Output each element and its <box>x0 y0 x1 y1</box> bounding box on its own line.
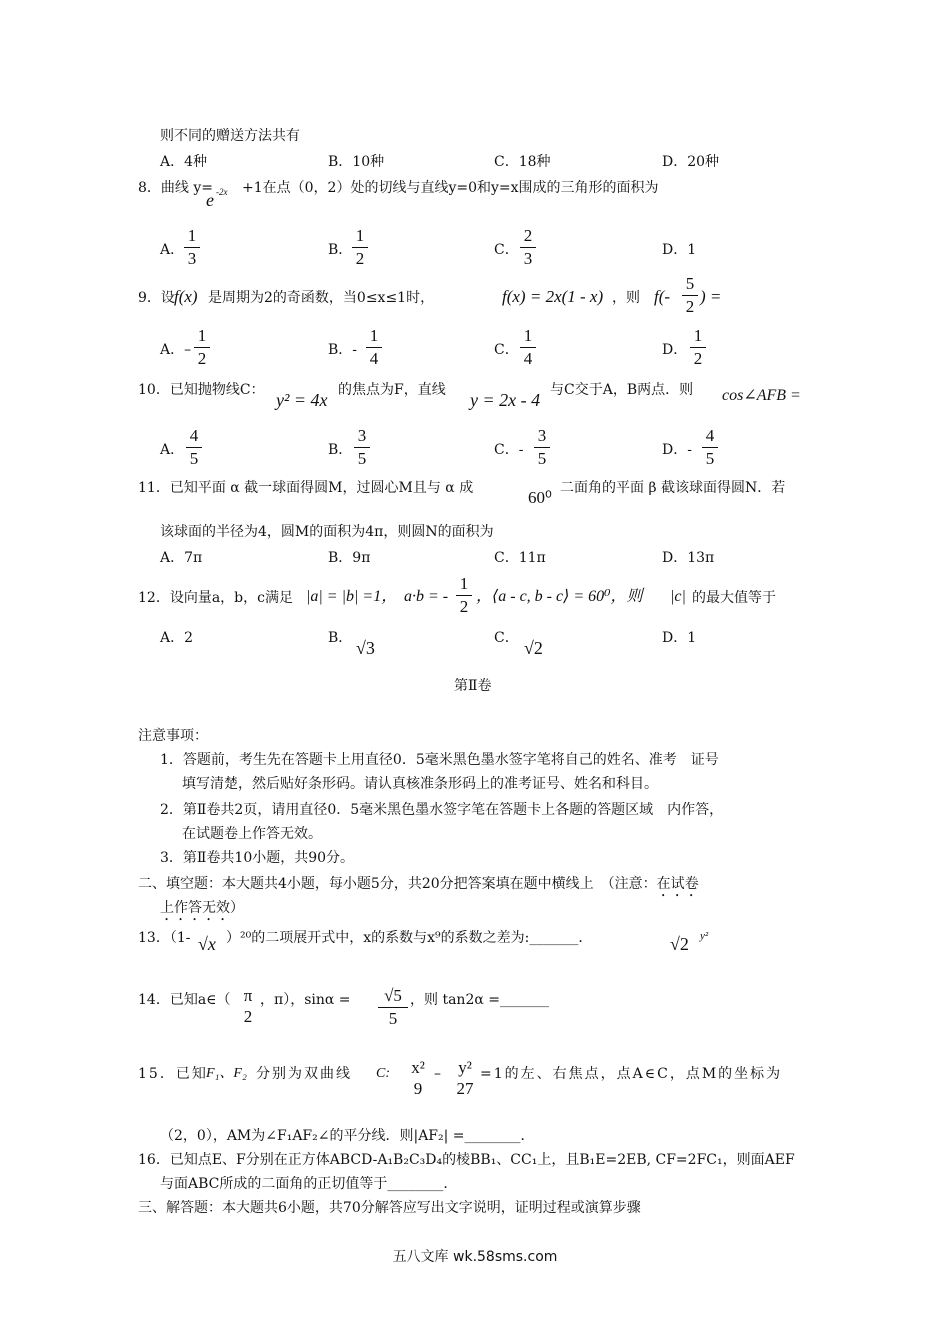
fill-heading: 二、填空题：本大题共4小题，每小题5分，共20分把答案填在题中横线上 （注意：在试卷 <box>138 876 699 892</box>
q14-frac: π 2 <box>243 986 253 1026</box>
q9-label-d: D． <box>662 342 688 358</box>
q9-text3: ，则 <box>612 290 640 306</box>
q10-label-d: D．- <box>662 442 692 458</box>
notice-1: 1．答题前，考生先在答题卡上用直径0．5毫米黑色墨水签字笔将自己的姓名、准考 证号 <box>160 752 719 768</box>
q7-option-d: D．20种 <box>662 154 720 170</box>
q11-option-a: A．7π <box>160 550 203 566</box>
q9-label-b: B．- <box>328 342 358 358</box>
q9-text2: 是周期为2的奇函数，当0≤x≤1时， <box>208 290 435 306</box>
q14-c: ，则 tan2α =_______ <box>410 992 549 1008</box>
q10-frac-d: 4 5 <box>702 426 718 469</box>
q16-line1: 16．已知点E、F分别在正方体ABCD-A₁B₂C₃D₄的棱BB₁、CC₁上，且B₁E=2EB, CF=2FC₁，则面AEF <box>138 1152 795 1168</box>
q10-target: cos∠AFB = <box>722 387 801 404</box>
q7-option-c: C．18种 <box>494 154 551 170</box>
q10-parabola: y² = 4x <box>276 390 328 410</box>
q9-formula: f(x) = 2x(1 - x) <box>502 287 604 306</box>
q10-label-a: A． <box>160 442 185 458</box>
q15-minus: – <box>434 1066 441 1082</box>
q10-text2: 的焦点为F，直线 <box>338 382 446 398</box>
q8-prefix: 8．曲线 y= <box>138 180 213 196</box>
q8-frac-c: 2 3 <box>520 226 536 269</box>
q11-option-d: D．13π <box>662 550 715 566</box>
q13-stray-root: √2 <box>670 934 689 954</box>
solve-heading: 三、解答题：本大题共6小题，共70分解答应写出文字说明，证明过程或演算步骤 <box>138 1200 641 1216</box>
q8-frac-b: 1 2 <box>352 226 368 269</box>
q11-line1b: 二面角的平面 β 截该球面得圆N．若 <box>560 480 786 496</box>
q8-exp-power: -2x <box>216 187 228 197</box>
q7-option-b: B．10种 <box>328 154 385 170</box>
q14-frac2: √5 5 <box>378 986 408 1029</box>
notice-3: 3．第Ⅱ卷共10小题，共90分。 <box>160 850 355 866</box>
q10-frac-a: 4 5 <box>186 426 202 469</box>
q12-option-b: B． <box>328 630 353 646</box>
q10-label-c: C．- <box>494 442 524 458</box>
q16-line2: 与面ABC所成的二面角的正切值等于________． <box>160 1176 458 1192</box>
notice-title: 注意事项： <box>138 728 208 744</box>
q8-option-d: D．1 <box>662 242 697 258</box>
q9-frac-d: 1 2 <box>690 326 706 369</box>
q8-exp-base: e <box>206 190 214 210</box>
q12-option-d: D．1 <box>662 630 697 646</box>
q9-frac-b: 1 4 <box>366 326 382 369</box>
q10-text1: 10．已知抛物线C： <box>138 382 265 398</box>
q12-abs-c: |c| <box>670 588 686 605</box>
q12-text2: 的最大值等于 <box>692 590 776 606</box>
q12-cond2-frac: 1 2 <box>456 574 472 617</box>
q12-root-b: √3 <box>356 638 375 658</box>
q10-frac-b: 3 5 <box>354 426 370 469</box>
q8-rest: +1在点（0，2）处的切线与直线y=0和y=x围成的三角形的面积为 <box>242 180 659 196</box>
q9-label-a: A．– <box>160 342 192 358</box>
q13-stray-sup: y² <box>700 930 709 942</box>
q9-frac-a: 1 2 <box>194 326 210 369</box>
q15-c: C: <box>376 1066 390 1081</box>
q11-line2: 该球面的半径为4，圆M的面积为4π，则圆N的面积为 <box>160 524 494 540</box>
q12-root-c: √2 <box>524 638 543 658</box>
q15-frac2: y² 27 <box>456 1058 474 1098</box>
q14-b: ，π），sinα = <box>260 992 351 1008</box>
q15-a: 15．已知 <box>138 1066 208 1082</box>
q11-option-c: C．11π <box>494 550 546 566</box>
q9-f-close: ) = <box>700 287 722 306</box>
q9-text1: 9．设 <box>138 290 175 306</box>
q13-a: 13．（1- <box>138 930 191 946</box>
section2-title: 第Ⅱ卷 <box>454 678 492 694</box>
q11-angle: 60⁰ <box>528 488 552 507</box>
notice-1b: 填写清楚，然后贴好条形码。请认真核准条形码上的准考证号、姓名和科目。 <box>182 776 658 792</box>
q9-frac: 5 2 <box>682 274 698 317</box>
q10-text3: 与C交于A，B两点．则 <box>550 382 694 398</box>
q10-label-b: B． <box>328 442 353 458</box>
q14-a: 14．已知a∈（ <box>138 992 231 1008</box>
q9-f-open: f(- <box>654 287 671 306</box>
q7-stem: 则不同的赠送方法共有 <box>160 128 300 144</box>
q8-label-b: B． <box>328 242 353 258</box>
q12-option-c: C． <box>494 630 519 646</box>
q12-cond1: |a| = |b| =1， <box>306 588 398 605</box>
q15-f: F₁、F₂ <box>206 1066 247 1081</box>
fill-heading-2: 上作答无效） <box>160 900 244 916</box>
q9-label-c: C． <box>494 342 519 358</box>
q11-option-b: B．9π <box>328 550 371 566</box>
q13-root: √x <box>198 934 216 954</box>
q10-line: y = 2x - 4 <box>470 390 541 410</box>
q9-fx: f(x) <box>174 287 198 306</box>
q8-label-a: A． <box>160 242 185 258</box>
q15-frac1: x² 9 <box>411 1058 425 1098</box>
q12-cond2a: a·b = - <box>404 588 449 605</box>
q15-line2: （2，0），AM为∠F₁AF₂∠的平分线．则|AF₂| =________． <box>160 1128 535 1144</box>
q15-b: 分别为双曲线 <box>256 1066 352 1082</box>
q8-label-c: C． <box>494 242 519 258</box>
q8-frac-a: 1 3 <box>184 226 200 269</box>
q10-frac-c: 3 5 <box>534 426 550 469</box>
q12-option-a: A．2 <box>160 630 194 646</box>
q12-cond3: ，⟨a - c, b - c⟩ = 60⁰，则 <box>476 588 643 605</box>
notice-2b: 在试题卷上作答无效。 <box>182 826 322 842</box>
notice-2: 2．第Ⅱ卷共2页，请用直径0．5毫米黑色墨水签字笔在答题卡上各题的答题区域 内作答， <box>160 802 724 818</box>
q12-text1: 12．设向量a，b，c满足 <box>138 590 293 606</box>
q13-b: ）²⁰的二项展开式中，x的系数与x⁹的系数之差为:_______． <box>226 930 593 946</box>
q9-frac-c: 1 4 <box>520 326 536 369</box>
footer-watermark: 五八文库 wk.58sms.com <box>392 1249 558 1265</box>
q15-d: =1的左、右焦点，点A∈C，点M的坐标为 <box>480 1066 783 1082</box>
q11-line1a: 11．已知平面 α 截一球面得圆M，过圆心M且与 α 成 <box>138 480 474 496</box>
q7-option-a: A．4种 <box>160 154 208 170</box>
